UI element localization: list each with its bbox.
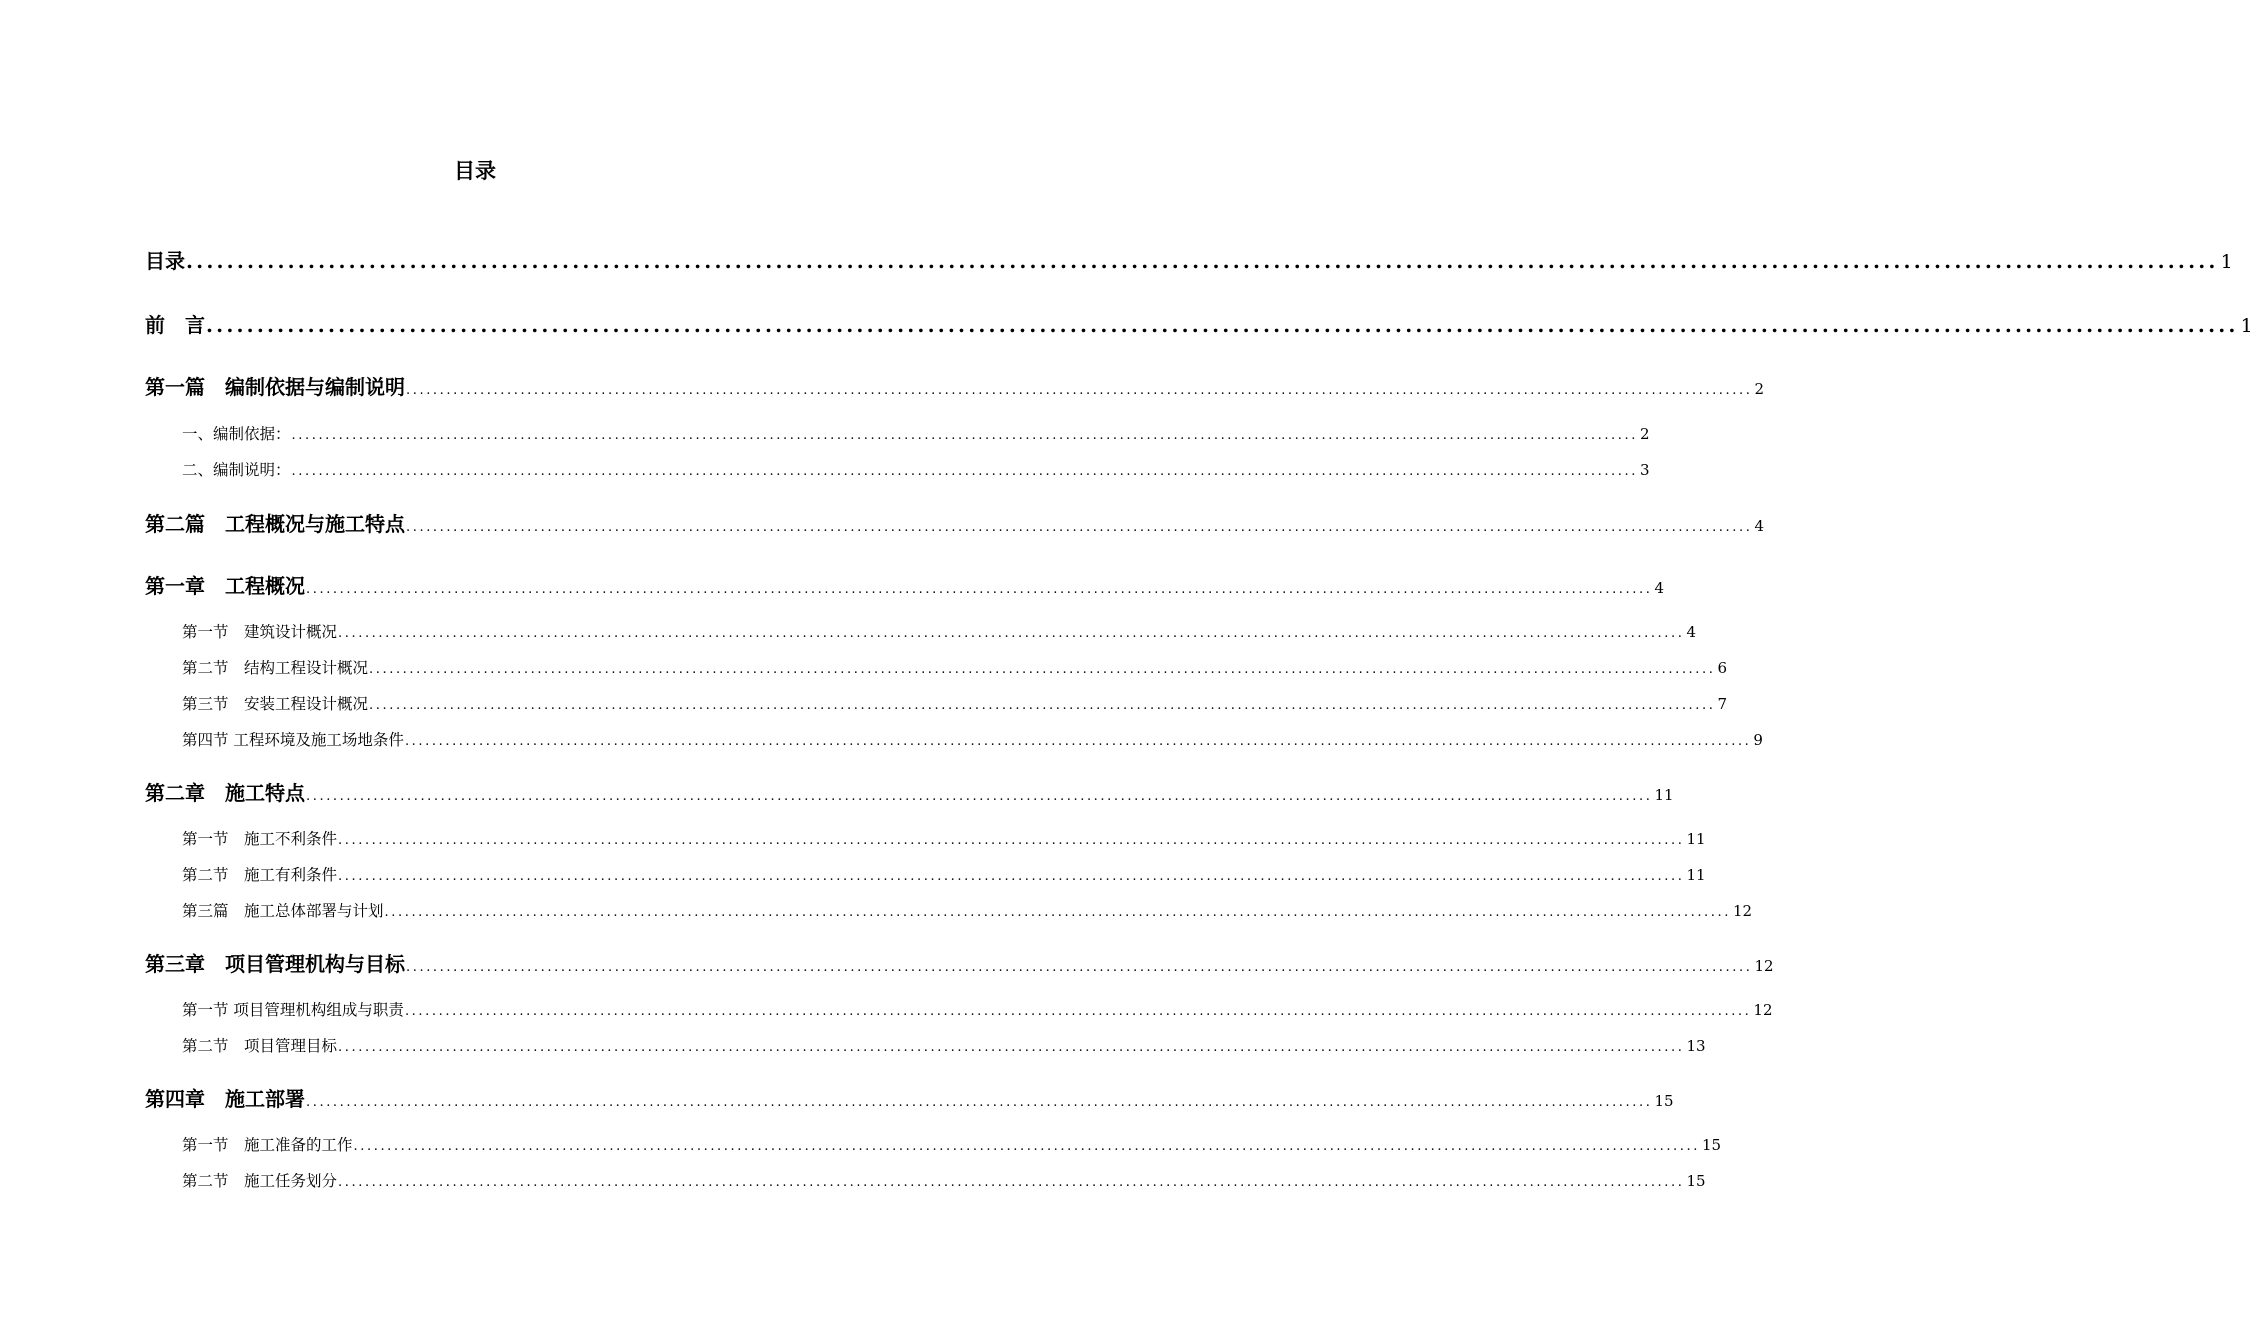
- toc-page-number: 4: [1686, 623, 1697, 641]
- toc-leader-dots: ........................................................................................................................................................................................................: [338, 869, 1685, 884]
- toc-leader-dots: ........................................................................................................................................................................................................: [406, 960, 1753, 975]
- toc-page-number: 12: [1753, 1001, 1773, 1019]
- page-title: 目录: [454, 159, 496, 183]
- toc-entry-minor[interactable]: [182, 656, 1728, 678]
- toc-entry-minor[interactable]: [182, 863, 1706, 885]
- toc-page-number: 4: [1754, 517, 1765, 535]
- toc-entry-minor[interactable]: [182, 1034, 1706, 1056]
- toc-page-number: 3: [1639, 461, 1650, 479]
- toc-entry-label: 第二节 结构工程设计概况: [182, 659, 369, 677]
- toc-leader-dots: ........................................................................................................................................................................................................: [384, 905, 1731, 920]
- toc-entry-minor[interactable]: [182, 899, 1753, 921]
- toc-leader-dots: ........................................................................................................................................................................................................: [369, 698, 1716, 713]
- toc-entry-label: 第三篇 施工总体部署与计划: [182, 902, 384, 920]
- toc-page-number: 2: [1639, 425, 1650, 443]
- toc-entry-major[interactable]: [145, 309, 2253, 338]
- toc-leader-dots: ........................................................................................................................................................................................................: [338, 1040, 1685, 1055]
- toc-page-number: 15: [1686, 1172, 1706, 1190]
- toc-entry-label: 第一篇 编制依据与编制说明: [145, 375, 405, 399]
- toc-entry-minor[interactable]: [182, 728, 1763, 750]
- toc-leader-dots: ........................................................................................................................................................................................................: [338, 833, 1685, 848]
- toc-leader-dots: ........................................................................................................................................................................................................: [291, 428, 1638, 443]
- toc-leader-dots: ........................................................................................................................................................................................................: [306, 1095, 1653, 1110]
- toc-page-number: 7: [1717, 695, 1728, 713]
- toc-entry-label: 第三节 安装工程设计概况: [182, 695, 369, 713]
- toc-entry-minor[interactable]: [182, 1169, 1706, 1191]
- toc-entry-label: 第一节 项目管理机构组成与职责: [182, 1001, 404, 1019]
- toc-entry-label: 第一章 工程概况: [145, 574, 305, 598]
- toc-entry-minor[interactable]: [182, 620, 1697, 642]
- toc-leader-dots: ........................................................................................................................................................................................................: [206, 313, 2239, 337]
- toc-page-number: 15: [1701, 1136, 1722, 1154]
- toc-entry-major[interactable]: [145, 1083, 1674, 1112]
- toc-leader-dots: ........................................................................................................................................................................................................: [186, 249, 2219, 273]
- toc-page-number: 2: [1754, 380, 1765, 398]
- toc-entry-major[interactable]: [145, 245, 2233, 274]
- toc-page-number: 11: [1686, 866, 1706, 884]
- toc-leader-dots: ........................................................................................................................................................................................................: [291, 464, 1638, 479]
- toc-page-number: 9: [1753, 731, 1763, 749]
- toc-entry-minor[interactable]: [182, 827, 1706, 849]
- toc-leader-dots: ........................................................................................................................................................................................................: [306, 789, 1653, 804]
- toc-entry-minor[interactable]: [182, 998, 1773, 1020]
- toc-entry-minor[interactable]: [182, 458, 1650, 480]
- toc-entry-major[interactable]: [145, 371, 1765, 400]
- toc-entry-label: 二、编制说明：: [182, 461, 291, 479]
- toc-entry-label: 第二章 施工特点: [145, 781, 305, 805]
- toc-entry-major[interactable]: [145, 777, 1674, 806]
- toc-entry-major[interactable]: [145, 508, 1765, 537]
- toc-entry-major[interactable]: [145, 570, 1665, 599]
- toc-entry-label: 前 言: [145, 313, 205, 337]
- toc-leader-dots: ........................................................................................................................................................................................................: [404, 734, 1752, 749]
- toc-entry-minor[interactable]: [182, 692, 1728, 714]
- toc-leader-dots: ........................................................................................................................................................................................................: [406, 383, 1753, 398]
- toc-page-number: 12: [1732, 902, 1753, 920]
- toc-entry-label: 目录: [145, 249, 185, 273]
- toc-leader-dots: ........................................................................................................................................................................................................: [369, 662, 1716, 677]
- toc-entry-minor[interactable]: [182, 422, 1650, 444]
- toc-page-number: 6: [1717, 659, 1728, 677]
- toc-entry-label: 第四章 施工部署: [145, 1087, 305, 1111]
- toc-page-number: 4: [1654, 579, 1665, 597]
- toc-leader-dots: ........................................................................................................................................................................................................: [338, 1175, 1685, 1190]
- toc-entry-label: 第二节 项目管理目标: [182, 1037, 338, 1055]
- toc-leader-dots: ........................................................................................................................................................................................................: [338, 626, 1685, 641]
- toc-page-number: 1: [2240, 315, 2253, 337]
- toc-page-number: 15: [1654, 1092, 1674, 1110]
- toc-entry-minor[interactable]: [182, 1133, 1722, 1155]
- toc-entry-major[interactable]: [145, 948, 1774, 977]
- toc-page-number: 11: [1654, 786, 1674, 804]
- toc-page-number: 12: [1754, 957, 1774, 975]
- toc-page-number: 13: [1686, 1037, 1706, 1055]
- toc-leader-dots: ........................................................................................................................................................................................................: [306, 582, 1653, 597]
- toc-entry-label: 第一节 施工不利条件: [182, 830, 338, 848]
- toc-entry-label: 第一节 建筑设计概况: [182, 623, 338, 641]
- toc-entry-label: 一、编制依据：: [182, 425, 291, 443]
- toc-entry-label: 第一节 施工准备的工作: [182, 1136, 353, 1154]
- toc-entry-label: 第四节 工程环境及施工场地条件: [182, 731, 404, 749]
- toc-entry-label: 第二节 施工有利条件: [182, 866, 338, 884]
- toc-leader-dots: ........................................................................................................................................................................................................: [353, 1139, 1700, 1154]
- toc-entry-label: 第三章 项目管理机构与目标: [145, 952, 405, 976]
- toc-leader-dots: ........................................................................................................................................................................................................: [404, 1004, 1752, 1019]
- toc-entry-label: 第二篇 工程概况与施工特点: [145, 512, 405, 536]
- toc-entry-label: 第二节 施工任务划分: [182, 1172, 338, 1190]
- toc-leader-dots: ........................................................................................................................................................................................................: [406, 520, 1753, 535]
- toc-page-number: 1: [2220, 251, 2233, 273]
- toc-page-number: 11: [1686, 830, 1706, 848]
